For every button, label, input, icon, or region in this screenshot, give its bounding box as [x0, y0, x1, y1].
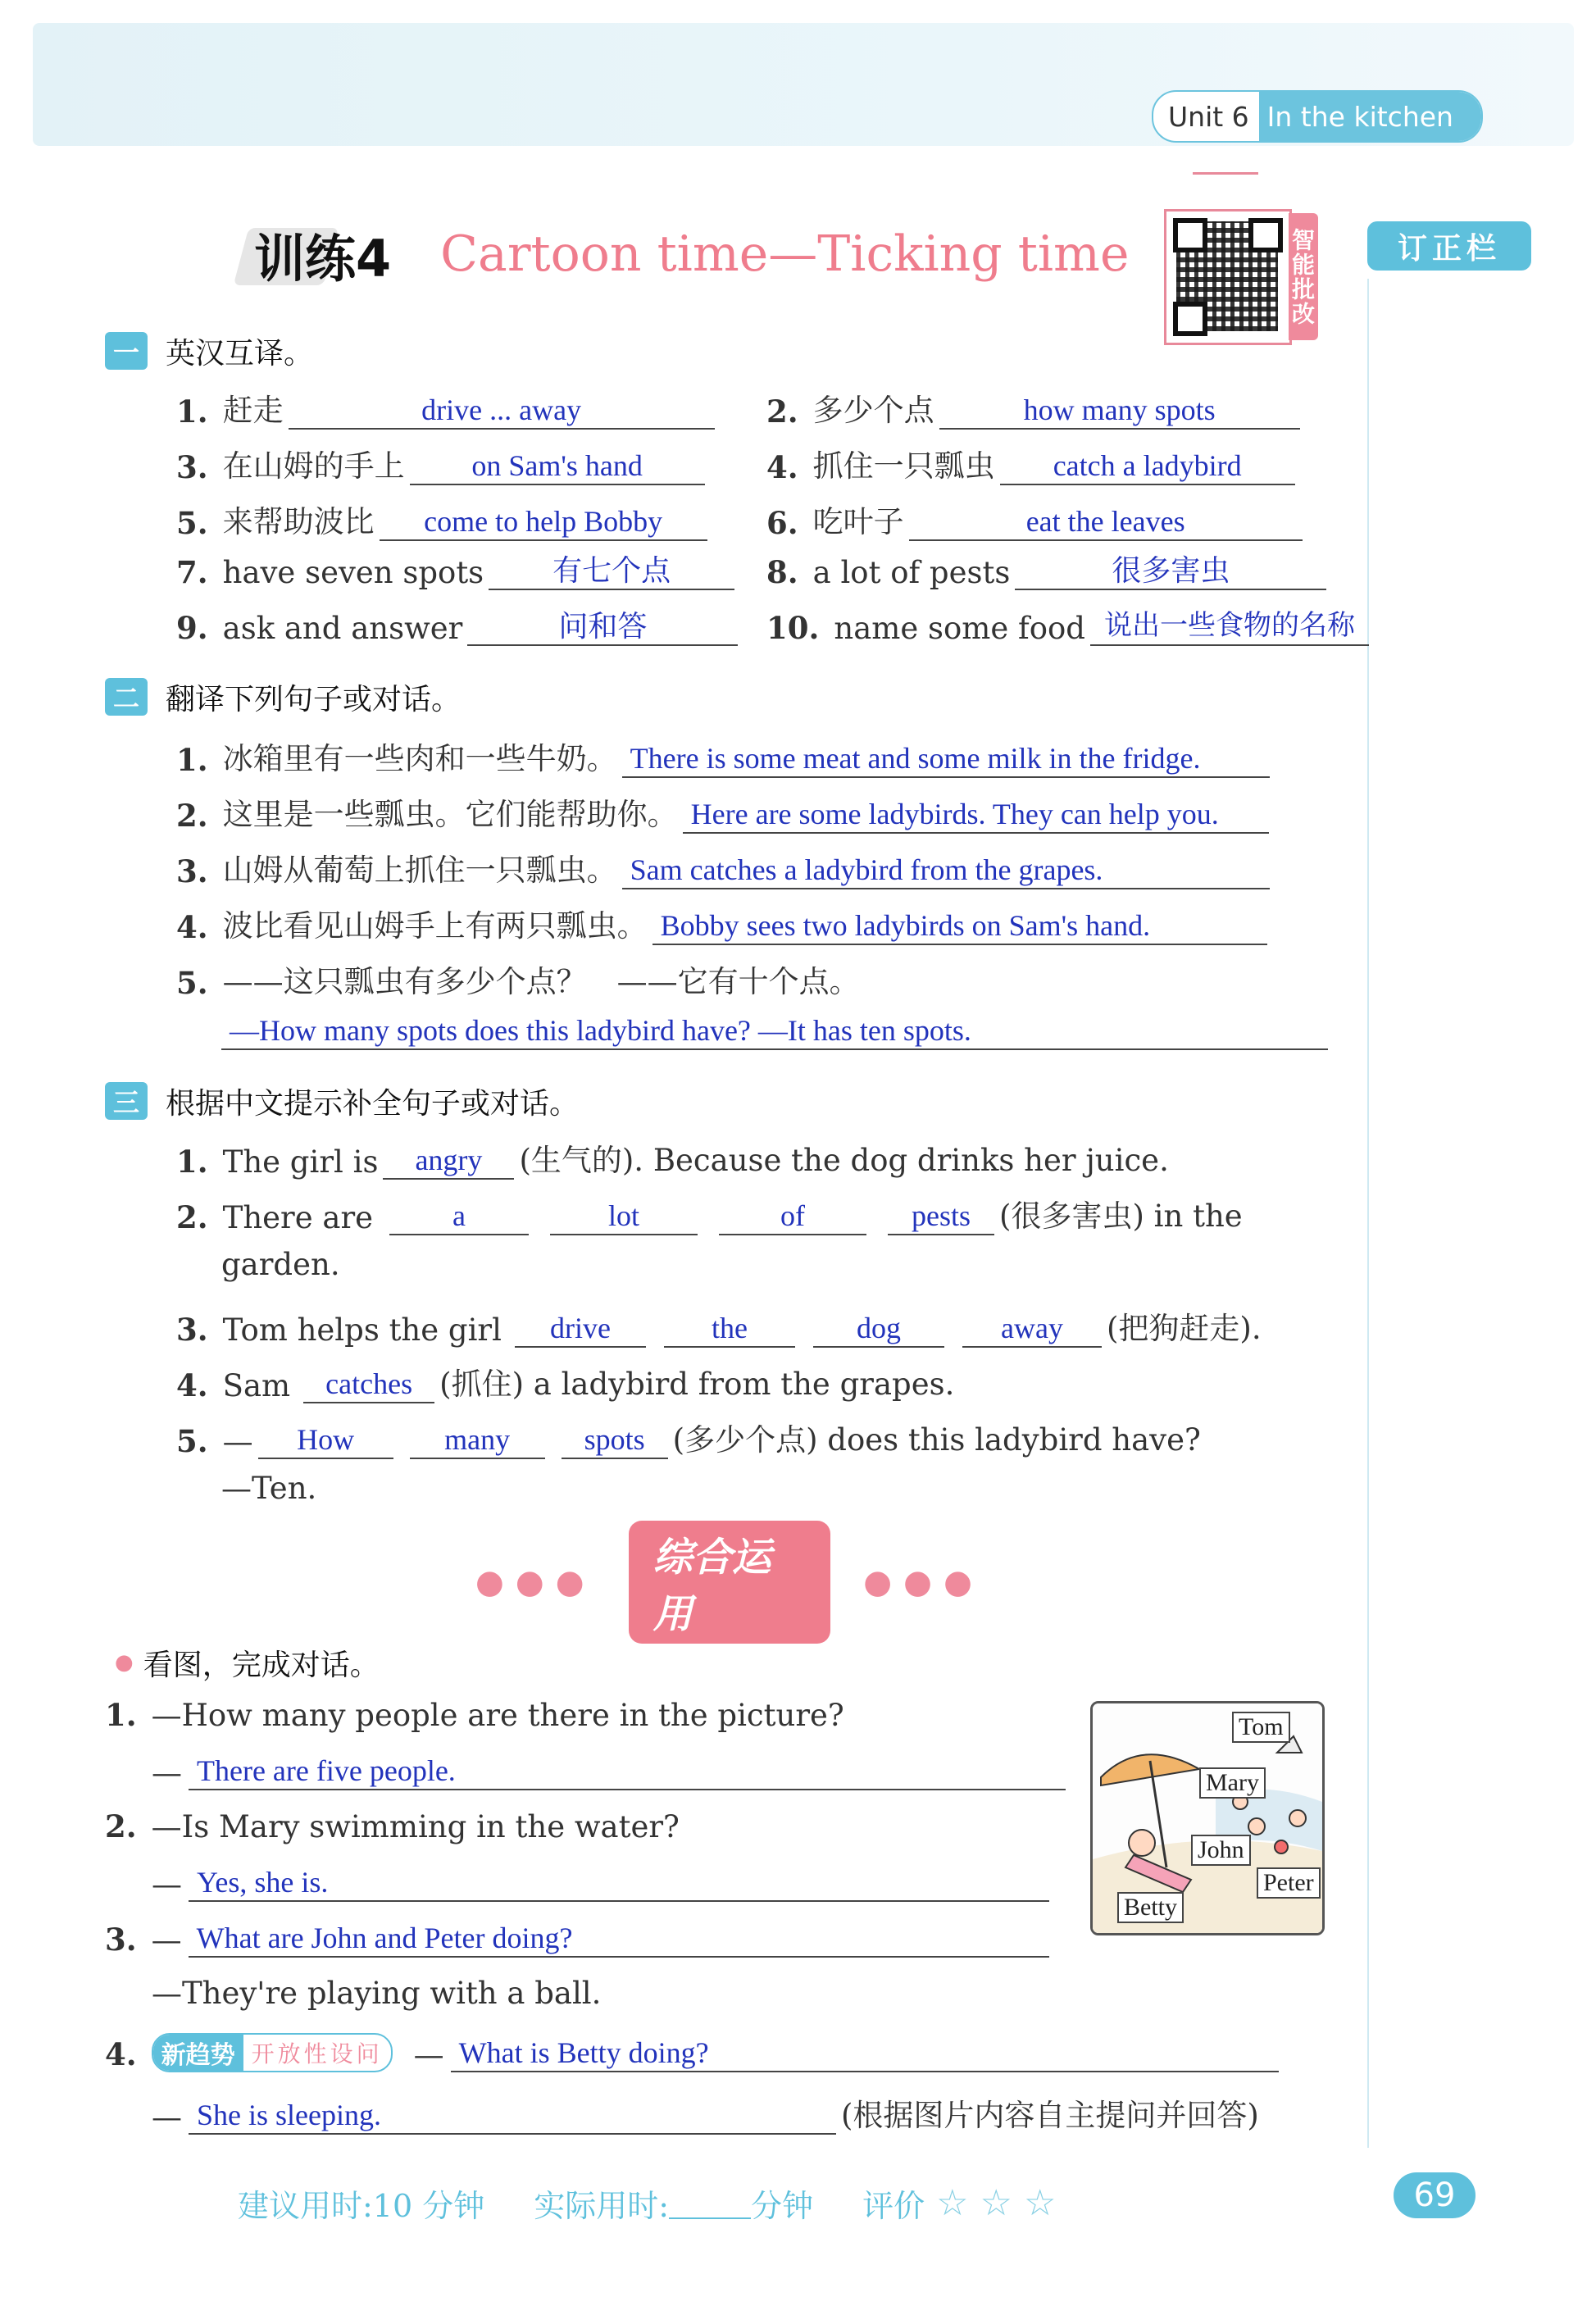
answer-blank[interactable]: catch a ladybird — [1000, 448, 1295, 485]
answer-blank[interactable]: angry — [383, 1142, 514, 1180]
correction-column-line — [1367, 279, 1369, 2148]
answer-blank[interactable]: 说出一些食物的名称 — [1090, 608, 1369, 646]
answer-blank[interactable]: of — [719, 1198, 866, 1235]
s3-item-5: 5. — How many spots (多少个点) does this ladybird have? — [176, 1422, 1201, 1459]
picture-label-peter: Peter — [1257, 1867, 1321, 1899]
section-title: 英汉互译。 — [166, 336, 314, 371]
unit-title: In the kitchen — [1259, 92, 1481, 141]
picture-label-betty: Betty — [1117, 1892, 1184, 1923]
answer-blank[interactable]: away — [962, 1310, 1102, 1348]
picture-label-mary: Mary — [1199, 1767, 1266, 1799]
star-icon[interactable]: ☆ — [936, 2182, 969, 2224]
qr-corner — [1173, 302, 1207, 336]
suggested-time: 建议用时:10 分钟 — [238, 2188, 485, 2224]
answer-blank[interactable]: 有七个点 — [489, 553, 734, 590]
section-divider — [475, 1535, 984, 1637]
answer-blank[interactable]: What is Betty doing? — [451, 2035, 1279, 2072]
section-title: 看图，完成对话。 — [143, 1648, 380, 1682]
section-number: 一 — [105, 332, 148, 370]
answer-blank[interactable]: on Sam's hand — [410, 448, 705, 485]
s3-item-5-cont: —Ten. — [221, 1471, 317, 1506]
divider-dots: ●●● — [863, 1563, 984, 1601]
s1-item-4: 4. 抓住一只瓢虫 catch a ladybird — [766, 441, 1300, 485]
answer-blank[interactable]: eat the leaves — [909, 503, 1303, 541]
qr-label: 智能批改 — [1289, 213, 1318, 340]
answer-blank[interactable]: catches — [303, 1366, 434, 1403]
new-trend-tag: 新趋势 开放性设问 — [152, 2033, 393, 2072]
s4-q3-reply: —They're playing with a ball. — [152, 1976, 602, 2011]
section3-head — [105, 1080, 579, 1121]
footer — [238, 2181, 1056, 2226]
page-number: 69 — [1394, 2172, 1476, 2218]
answer-blank[interactable]: drive — [515, 1310, 646, 1348]
s3-item-2-cont: garden. — [221, 1247, 340, 1282]
bullet-icon: ● — [115, 1650, 134, 1675]
beach-picture — [1090, 1701, 1325, 1935]
section4-head — [115, 1642, 380, 1683]
title-sub: Cartoon time—Ticking time — [440, 225, 1130, 283]
answer-blank[interactable]: There are five people. — [189, 1753, 1066, 1790]
answer-blank[interactable]: drive ... away — [289, 392, 715, 430]
unit-tag — [1152, 90, 1483, 143]
s4-q1: 1. —How many people are there in the picture? — [105, 1697, 844, 1733]
s2-item-1: 1. 冰箱里有一些肉和一些牛奶。 There is some meat and some milk in the fridge. — [176, 734, 1275, 778]
s3-item-2: 2. There are a lot of pests (很多害虫) in the — [176, 1198, 1243, 1235]
s3-item-1: 1. The girl is angry (生气的). Because the dog drinks her juice. — [176, 1143, 1169, 1180]
answer-blank[interactable]: How — [258, 1421, 393, 1459]
answer-blank[interactable]: Sam catches a ladybird from the grapes. — [622, 852, 1270, 889]
answer-blank[interactable]: There is some meat and some milk in the fridge. — [622, 740, 1270, 778]
s1-item-3: 3. 在山姆的手上 on Sam's hand — [176, 441, 710, 485]
s2-item-2: 2. 这里是一些瓢虫。它们能帮助你。 Here are some ladybirds. They can help you. — [176, 789, 1274, 834]
answer-blank[interactable]: —How many spots does this ladybird have? —It has ten spots. — [221, 1012, 1328, 1050]
s4-q1-answer: — There are five people. — [152, 1753, 1071, 1790]
picture-label-john: John — [1191, 1835, 1251, 1866]
answer-blank[interactable]: What are John and Peter doing? — [189, 1920, 1049, 1958]
s1-item-2: 2. 多少个点 how many spots — [766, 385, 1305, 430]
picture-label-tom: Tom — [1232, 1712, 1290, 1743]
title-main: 训练4 — [246, 218, 399, 291]
s3-item-3: 3. Tom helps the girl drive the dog away (把狗赶走). — [176, 1311, 1262, 1348]
s3-item-4: 4. Sam catches (抓住) a ladybird from the grapes. — [176, 1367, 955, 1403]
answer-blank[interactable]: She is sleeping. — [189, 2097, 836, 2135]
rating-label: 评价 — [862, 2188, 925, 2224]
unit-label: Unit 6 — [1168, 100, 1249, 133]
answer-blank[interactable]: the — [664, 1310, 795, 1348]
section1-head — [105, 330, 313, 371]
answer-blank[interactable]: how many spots — [939, 392, 1300, 430]
qr-code-icon[interactable] — [1164, 209, 1292, 345]
section-number: 二 — [105, 678, 148, 716]
divider-label: 综合运用 — [629, 1521, 831, 1644]
actual-time-label: 实际用时: — [534, 2188, 670, 2224]
divider-dots: ●●● — [475, 1563, 596, 1601]
section-title: 翻译下列句子或对话。 — [166, 682, 462, 716]
answer-blank[interactable]: come to help Bobby — [380, 503, 707, 541]
answer-blank[interactable]: lot — [550, 1198, 698, 1235]
s2-item-5-answer — [221, 1012, 1328, 1050]
s2-item-3: 3. 山姆从葡萄上抓住一只瓢虫。 Sam catches a ladybird from the grapes. — [176, 845, 1275, 889]
s1-item-7: 7. have seven spots 有七个点 — [176, 553, 739, 590]
s1-item-1: 1. 赶走 drive ... away — [176, 385, 720, 430]
s1-item-6: 6. 吃叶子 eat the leaves — [766, 497, 1307, 541]
star-icon[interactable]: ☆ — [1024, 2182, 1057, 2224]
s4-q3: 3. — What are John and Peter doing? — [105, 1920, 1054, 1958]
s4-q4-answer: — She is sleeping. (根据图片内容自主提问并回答) — [152, 2098, 1259, 2135]
s4-q2-answer: — Yes, she is. — [152, 1864, 1054, 1902]
correction-tag: 订正栏 — [1367, 221, 1531, 271]
s1-item-5: 5. 来帮助波比 come to help Bobby — [176, 497, 712, 541]
section-title: 根据中文提示补全句子或对话。 — [166, 1086, 580, 1121]
section-number: 三 — [105, 1082, 148, 1120]
qr-corner — [1248, 218, 1283, 252]
s1-item-8: 8. a lot of pests 很多害虫 — [766, 553, 1331, 590]
answer-blank[interactable]: Bobby sees two ladybirds on Sam's hand. — [652, 907, 1267, 945]
answer-blank[interactable]: Here are some ladybirds. They can help you. — [683, 796, 1269, 834]
answer-blank[interactable]: spots — [562, 1421, 668, 1459]
s2-item-4: 4. 波比看见山姆手上有两只瓢虫。 Bobby sees two ladybirds on Sam's hand. — [176, 901, 1272, 945]
s1-item-10: 10. name some food 说出一些食物的名称 — [766, 608, 1374, 646]
answer-blank[interactable]: 很多害虫 — [1015, 553, 1326, 590]
answer-blank[interactable]: dog — [813, 1310, 944, 1348]
s4-q2: 2. —Is Mary swimming in the water? — [105, 1808, 680, 1844]
actual-time-input[interactable] — [669, 2188, 751, 2219]
s2-item-5: 5. ——这只瓢虫有多少个点？ ——它有十个点。 — [176, 964, 860, 1001]
answer-blank[interactable]: a — [389, 1198, 529, 1235]
section2-head — [105, 676, 461, 717]
qr-corner — [1173, 218, 1207, 252]
answer-blank[interactable]: pests — [888, 1198, 994, 1235]
minutes-label: 分钟 — [751, 2188, 814, 2224]
answer-blank[interactable]: many — [410, 1421, 545, 1459]
answer-blank[interactable]: 问和答 — [467, 608, 738, 646]
s4-q4: 4. 新趋势 开放性设问 — What is Betty doing? — [105, 2033, 1284, 2072]
star-icon[interactable]: ☆ — [980, 2182, 1012, 2224]
s1-item-9: 9. ask and answer 问和答 — [176, 608, 743, 646]
page-title — [246, 205, 1129, 303]
answer-blank[interactable]: Yes, she is. — [189, 1864, 1049, 1902]
